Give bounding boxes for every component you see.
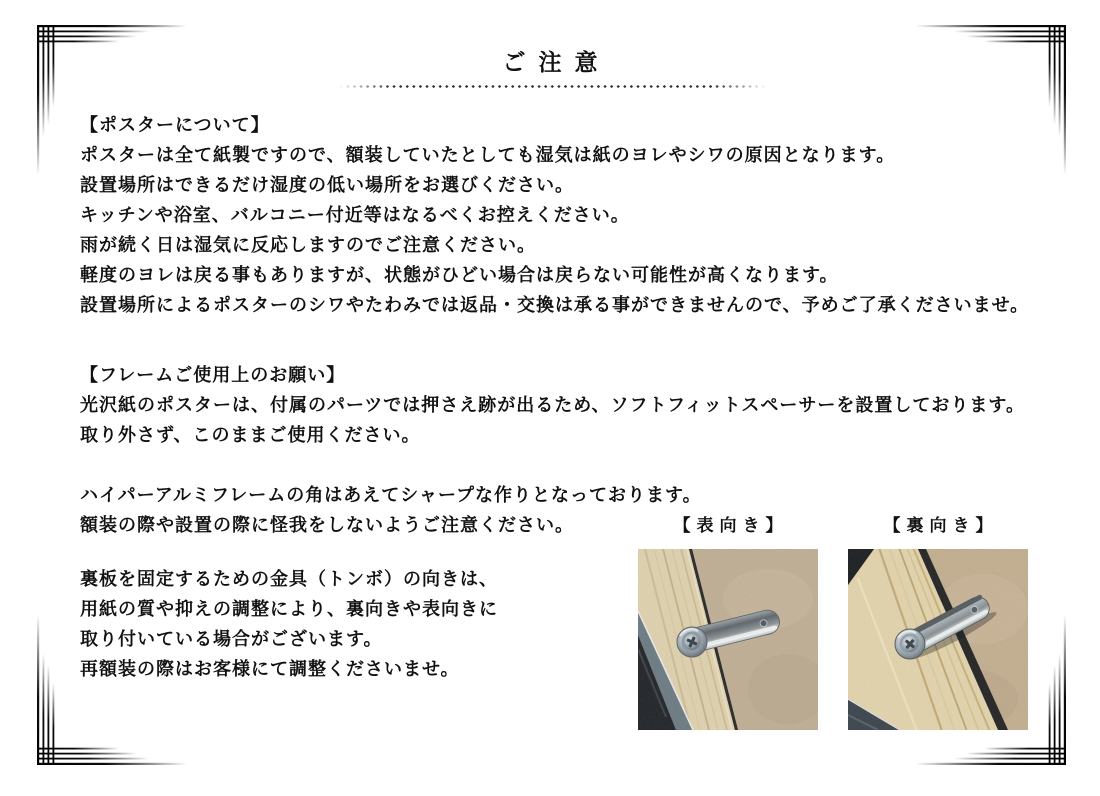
figure-front-facing <box>638 511 818 730</box>
figure-back-facing <box>848 511 1028 730</box>
text-line: 軽度のヨレは戻る事もありますが、状態がひどい場合は戻らない可能性が高くなります。 <box>80 265 839 285</box>
text-line: 額装の際や設置の際に怪我をしないようご注意ください。 <box>80 515 574 535</box>
figure-label-back: 【裏向き】 <box>883 516 999 535</box>
section-tombo-fitting <box>80 564 540 684</box>
text-line: 光沢紙のポスターは、付属のパーツでは押さえ跡が出るため、ソフトフィットスペーサーを設置しております。 <box>80 395 1025 415</box>
text-line: 設置場所はできるだけ湿度の低い場所をお選びください。 <box>80 175 574 195</box>
text-line: ハイパーアルミフレームの角はあえてシャープな作りとなっております。 <box>80 485 702 505</box>
text-line: 再額装の際はお客様にて調整くださいませ。 <box>80 659 460 679</box>
text-line: 裏板を固定するための金具（トンボ）の向きは、 <box>80 569 498 589</box>
text-line: 設置場所によるポスターのシワやたわみでは返品・交換は承る事ができませんので、予めご了承くださいませ。 <box>80 295 1030 315</box>
text-line: 雨が続く日は湿気に反応しますのでご注意ください。 <box>80 235 536 255</box>
text-line: 用紙の質や抑えの調整により、裏向きや表向きに <box>80 599 498 619</box>
section-heading: 【ポスターについて】 <box>80 115 270 135</box>
text-line: 取り付いている場合がございます。 <box>80 629 383 649</box>
section-about-poster <box>80 110 1060 320</box>
title-divider-dotted-line <box>338 84 768 89</box>
section-frame-usage <box>80 360 1060 450</box>
photo-tombo-back-facing <box>848 549 1028 730</box>
text-line: ポスターは全て紙製ですので、額装していたとしても湿気は紙のヨレやシワの原因となります。 <box>80 145 896 165</box>
figure-label-front: 【表向き】 <box>673 516 789 535</box>
text-line: 取り外さず、このままご使用ください。 <box>80 425 421 445</box>
section-heading: 【フレームご使用上のお願い】 <box>80 365 346 385</box>
text-line: キッチンや浴室、バルコニー付近等はなるべくお控えください。 <box>80 205 630 225</box>
page-title: ご注意 <box>502 49 611 75</box>
photo-tombo-front-facing <box>638 549 818 730</box>
